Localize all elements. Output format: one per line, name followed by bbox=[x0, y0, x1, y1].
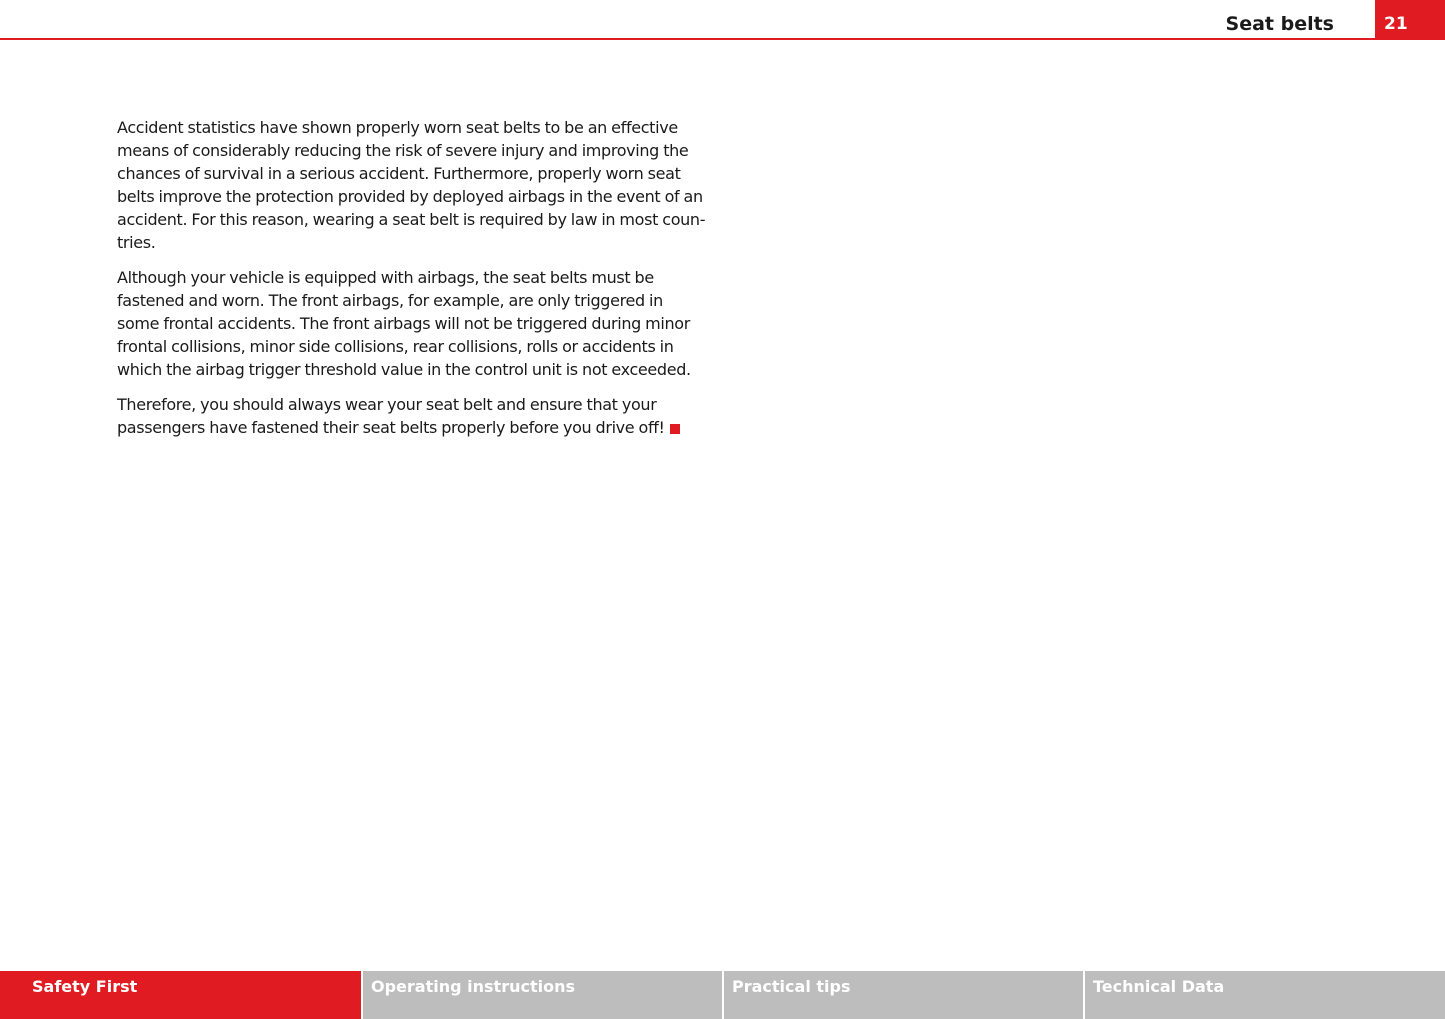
page-number: 21 bbox=[1384, 14, 1408, 34]
paragraph-3 bbox=[117, 393, 709, 439]
footer-tabs bbox=[0, 971, 1445, 1019]
paragraph-3-text: Therefore, you should always wear your seat belt and ensure that your passengers have fastened their seat belts properly before you drive off! bbox=[117, 395, 665, 437]
tab-technical-data-label: Technical Data bbox=[1093, 977, 1225, 996]
body-text bbox=[117, 116, 709, 451]
tab-practical-tips[interactable] bbox=[724, 971, 1083, 1019]
tab-operating-instructions[interactable] bbox=[363, 971, 722, 1019]
tab-safety-first[interactable] bbox=[0, 971, 361, 1019]
paragraph-1: Accident statistics have shown properly worn seat belts to be an effective means of considerably reducing the risk of severe injury and improving the chances of survival in a serious accident. Furthermore, properly worn seat belts improve the protection provided by deployed airbags in the event of an accident. For this reason, wearing a seat belt is required by law in most coun-tries. bbox=[117, 118, 706, 252]
section-title: Seat belts bbox=[1225, 13, 1334, 35]
tab-operating-instructions-label: Operating instructions bbox=[371, 977, 575, 996]
page-number-box bbox=[1375, 0, 1445, 40]
tab-practical-tips-label: Practical tips bbox=[732, 977, 851, 996]
header-rule bbox=[0, 38, 1445, 40]
tab-safety-first-label: Safety First bbox=[32, 977, 138, 996]
tab-technical-data[interactable] bbox=[1085, 971, 1445, 1019]
paragraph-2: Although your vehicle is equipped with airbags, the seat belts must be fastened and worn. The front airbags, for example, are only triggered in some frontal accidents. The front airbags will not be triggered during minor frontal collisions, minor side collisions, rear collisions, rolls or accidents in which the airbag trigger threshold value in the control unit is not exceeded. bbox=[117, 268, 691, 379]
red-square-end-mark-icon bbox=[670, 424, 680, 434]
